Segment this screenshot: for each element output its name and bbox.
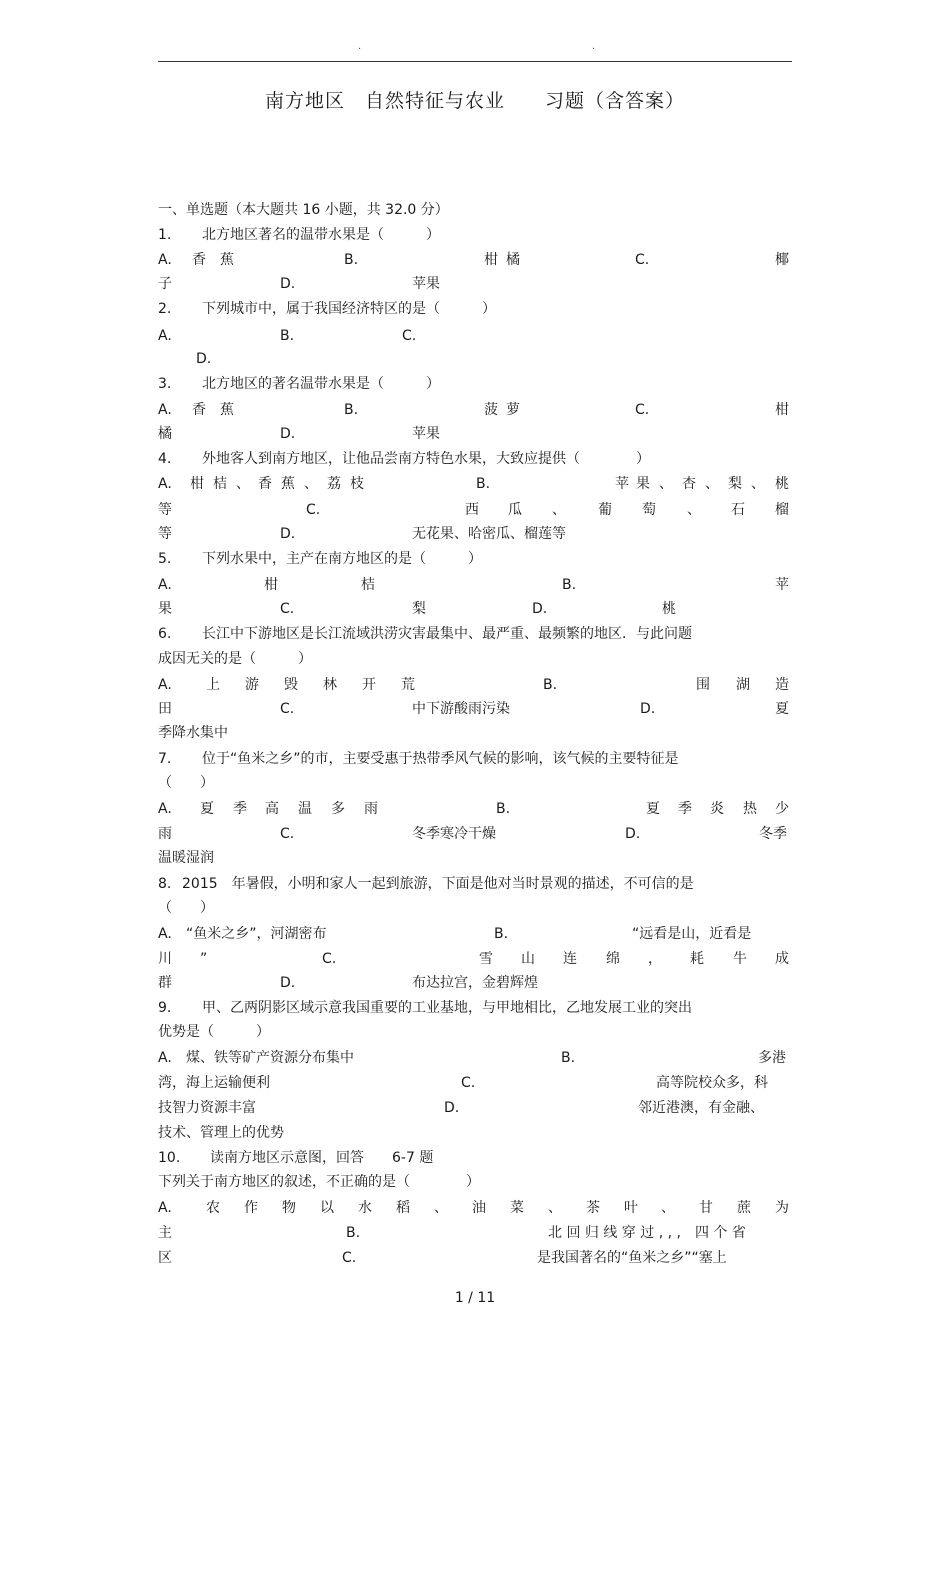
option-a-text: 桔 [361,577,375,593]
option-d-label: D. [196,351,212,367]
option-b-text: 少 [775,801,789,817]
option-a-text: 茶 [586,1200,600,1216]
option-b-text: 苹 [615,476,629,492]
question-10-options-cont2 [158,1248,792,1268]
option-b-text-cont: 果 [158,601,172,617]
option-a-label: A. [158,1200,172,1216]
question-4-options [158,474,792,494]
option-a-text: 水 [358,1200,372,1216]
option-a-text: 甘 [699,1200,713,1216]
question-2-options [158,326,792,346]
question-6-stem-cont: 成因无关的是（ ） [158,651,312,667]
option-b-text: 菠 [484,402,498,418]
option-a-text: 菜 [510,1200,524,1216]
option-c-label: C. [402,328,417,344]
option-a-text: “鱼米之乡”，河湖密布 [186,926,327,942]
option-a-text: 作 [244,1200,258,1216]
question-7-options-cont2: 温暖湿润 [158,850,214,866]
question-9-stem-cont: 优势是（ ） [158,1024,270,1040]
option-a-text: 为 [775,1200,789,1216]
question-6-stem [158,624,792,644]
option-b-text: 、 [659,476,673,492]
question-8-stem [158,874,792,894]
option-b-label: B. [476,476,491,492]
option-a-text: 荒 [401,677,415,693]
question-number: 8. [158,876,172,892]
option-d-label: D. [280,975,296,991]
question-8-options [158,924,792,944]
option-c-text: 耗 [690,951,704,967]
option-b-label: B. [494,926,509,942]
question-10-stem-cont: 下列关于南方地区的叙述，不正确的是（ ） [158,1174,480,1190]
option-d-label: D. [640,701,656,717]
question-4-options-cont2 [158,524,792,544]
option-a-text: 、 [434,1200,448,1216]
option-c-label: C. [280,826,295,842]
option-a-text: 煤、铁等矿产资源分布集中 [186,1050,354,1066]
option-c-text: 是我国著名的“鱼米之乡”“塞上 [537,1250,727,1266]
question-3-options-cont [158,424,792,444]
option-b-text-cont: 川 [158,951,172,967]
header-dot-left: . [358,41,362,52]
option-a-label: A. [158,801,172,817]
option-a-text: 季 [233,801,247,817]
option-c-label: C. [635,252,650,268]
question-number: 6. [158,626,172,642]
question-5-options-cont [158,599,792,619]
question-3-stem [158,374,792,394]
option-c-label: C. [280,701,295,717]
question-number: 9. [158,1000,172,1016]
question-6-options-cont [158,699,792,719]
question-4-options-cont [158,500,792,520]
option-c-text: ， [648,951,662,967]
question-number: 3. [158,376,172,392]
option-a-label: A. [158,476,172,492]
question-9-options [158,1048,792,1068]
question-6-options [158,675,792,695]
option-c-text: 梨 [412,601,426,617]
question-text: 位于“鱼米之乡”的市，主要受惠于热带季风气候的影响，该气候的主要特征是 [202,751,679,767]
option-a-text: 枝 [350,476,364,492]
option-b-label: B. [561,1050,576,1066]
option-b-label: B. [562,577,577,593]
option-b-label: B. [344,252,359,268]
option-c-label: C. [322,951,337,967]
question-text: 甲、乙两阴影区域示意我国重要的工业基地，与甲地相比，乙地发展工业的突出 [202,1000,692,1016]
option-c-text: 连 [563,951,577,967]
option-c-text-cont: 群 [158,975,172,991]
option-b-text: 、 [751,476,765,492]
question-1-options [158,250,792,270]
option-b-text: 热 [743,801,757,817]
option-b-text: 围 [696,677,710,693]
option-a-text: 柑 [264,577,278,593]
option-a-text: 、 [304,476,318,492]
question-9-options-cont3: 技术、管理上的优势 [158,1125,284,1141]
option-c-text: 石 [731,502,745,518]
option-a-text: 、 [661,1200,675,1216]
option-b-label: B. [344,402,359,418]
option-b-text: 夏 [646,801,660,817]
option-c-text-cont: 等 [158,526,172,542]
option-c-text: 冬季寒冷干燥 [412,826,496,842]
option-b-text-cont: 区 [158,1250,172,1266]
option-b-label: B. [496,801,511,817]
option-a-text: 夏 [200,801,214,817]
option-a-text: 上 [206,677,220,693]
question-number: 2. [158,301,172,317]
option-a-text: 柑 [190,476,204,492]
question-text: 外地客人到南方地区，让他品尝南方特色水果，大致应提供（ ） [202,451,650,467]
option-d-label: D. [280,426,296,442]
option-a-text: 蕉 [281,476,295,492]
option-c-text: 高等院校众多，科 [656,1075,768,1091]
option-b-text: 湖 [736,677,750,693]
option-b-text: 造 [775,677,789,693]
option-a-label: A. [158,328,172,344]
option-b-text: 、 [705,476,719,492]
option-b-text-cont: 田 [158,701,172,717]
section-heading: 一、单选题（本大题共 16 小题，共 32.0 分） [158,202,449,218]
option-a-text: 桔 [213,476,227,492]
option-b-text: 果 [636,476,650,492]
option-c-text-cont: 橘 [158,426,172,442]
option-c-text: 山 [521,951,535,967]
option-d-text: 苹果 [412,276,440,292]
option-a-label: A. [158,252,172,268]
question-9-options-cont [158,1073,792,1093]
question-text: 北方地区著名的温带水果是（ ） [202,227,440,243]
option-d-label: D. [280,526,296,542]
option-b-text: 萝 [506,402,520,418]
question-7-options-cont [158,824,792,844]
document-title: 南方地区 自然特征与农业 习题（含答案） [264,90,685,112]
question-7-stem-cont: （ ） [158,775,214,791]
option-b-text: “远看是山，近看是 [632,926,752,942]
option-d-text: 布达拉宫，金碧辉煌 [412,975,538,991]
option-a-text: 雨 [364,801,378,817]
option-b-text: 季 [678,801,692,817]
question-8-stem-cont: （ ） [158,900,214,916]
option-a-text: 温 [298,801,312,817]
option-a-text: 林 [323,677,337,693]
option-b-text: 桃 [775,476,789,492]
option-d-label: D. [444,1100,460,1116]
question-text: 下列城市中，属于我国经济特区的是（ ） [202,301,496,317]
option-c-text: 牛 [733,951,747,967]
question-2-options-cont [158,349,792,369]
option-a-text: 游 [245,677,259,693]
option-a-text: 开 [362,677,376,693]
question-text: 下列水果中，主产在南方地区的是（ ） [202,551,482,567]
question-2-stem [158,299,792,319]
option-d-text: 苹果 [412,426,440,442]
option-b-text-cont: 雨 [158,826,172,842]
page-number: 1 / 11 [454,1290,496,1306]
option-c-text: 、 [687,502,701,518]
question-7-stem [158,749,792,769]
option-c-label: C. [635,402,650,418]
option-a-text: 荔 [327,476,341,492]
option-c-text: 柑 [775,402,789,418]
header-dot-right: . [592,41,596,52]
question-9-stem [158,998,792,1018]
option-d-text: 桃 [662,601,676,617]
option-a-label: A. [158,402,172,418]
question-3-options [158,400,792,420]
question-text: 读南方地区示意图，回答 6-7 题 [210,1150,434,1166]
option-b-text: 橘 [506,252,520,268]
option-c-text: 椰 [775,252,789,268]
option-c-label: C. [342,1250,357,1266]
option-a-text-cont: 主 [158,1225,172,1241]
option-b-text-cont: 湾，海上运输便利 [158,1075,270,1091]
option-c-text: 成 [775,951,789,967]
option-c-text-cont: 技智力资源丰富 [158,1100,256,1116]
option-b-text-cont: ” [200,951,208,967]
option-d-label: D. [280,276,296,292]
option-a-text: 香 [192,402,206,418]
option-a-text: 、 [236,476,250,492]
option-a-text: 以 [320,1200,334,1216]
option-c-text: 瓜 [508,502,522,518]
option-c-label: C. [306,502,321,518]
question-text: 2015 年暑假，小明和家人一起到旅游，下面是他对当时景观的描述，不可信的是 [182,876,694,892]
option-b-text-cont: 等 [158,502,172,518]
option-d-label: D. [532,601,548,617]
option-a-text: 农 [206,1200,220,1216]
option-b-text: 炎 [710,801,724,817]
option-c-text: 西 [465,502,479,518]
option-a-text: 多 [331,801,345,817]
option-a-text: 香 [258,476,272,492]
option-d-text: 无花果、哈密瓜、榴莲等 [412,526,566,542]
question-1-options-cont [158,274,792,294]
option-a-text: 稻 [396,1200,410,1216]
option-a-text: 蕉 [220,252,234,268]
question-10-options [158,1198,792,1218]
option-a-text: 、 [548,1200,562,1216]
option-b-label: B. [280,328,295,344]
question-text: 长江中下游地区是长江流域洪涝灾害最集中、最严重、最频繁的地区．与此问题 [202,626,692,642]
option-b-text: 杏 [682,476,696,492]
option-d-text: 邻近港澳，有金融、 [638,1100,764,1116]
option-c-text: 葡 [598,502,612,518]
option-a-text: 油 [472,1200,486,1216]
option-c-text: 绵 [606,951,620,967]
question-4-stem [158,449,792,469]
question-number: 10. [158,1150,181,1166]
question-number: 5. [158,551,172,567]
option-c-text: 中下游酸雨污染 [412,701,510,717]
option-c-text: 萄 [642,502,656,518]
option-c-text: 、 [552,502,566,518]
option-a-text: 高 [265,801,279,817]
option-a-text: 物 [282,1200,296,1216]
option-a-text: 蔗 [737,1200,751,1216]
question-5-options [158,575,792,595]
question-8-options-cont2 [158,973,792,993]
question-1-stem [158,225,792,245]
option-b-text: 苹 [775,577,789,593]
question-number: 1. [158,227,172,243]
option-b-label: B. [543,677,558,693]
header-rule [158,61,792,62]
question-10-stem [158,1148,792,1168]
option-c-label: C. [461,1075,476,1091]
option-a-label: A. [158,1050,172,1066]
option-b-label: B. [346,1225,361,1241]
option-b-text: 多港 [758,1050,786,1066]
option-d-text: 夏 [775,701,789,717]
option-c-text: 榴 [775,502,789,518]
option-c-text-cont: 子 [158,276,172,292]
question-5-stem [158,549,792,569]
option-b-text: 梨 [728,476,742,492]
option-a-label: A. [158,677,172,693]
option-a-text: 香 [192,252,206,268]
option-a-text: 蕉 [220,402,234,418]
option-a-label: A. [158,926,172,942]
question-text: 北方地区的著名温带水果是（ ） [202,376,440,392]
option-a-label: A. [158,577,172,593]
option-d-text: 冬季 [759,826,787,842]
option-a-text: 叶 [624,1200,638,1216]
option-c-text: 雪 [479,951,493,967]
option-a-text: 毁 [284,677,298,693]
question-6-options-cont2: 季降水集中 [158,725,228,741]
question-7-options [158,799,792,819]
question-number: 7. [158,751,172,767]
option-c-label: C. [280,601,295,617]
option-b-text: 北 回 归 线 穿 过 , , , 四 个 省 [548,1225,746,1241]
option-b-text: 柑 [484,252,498,268]
question-9-options-cont2 [158,1098,792,1118]
question-8-options-cont [158,949,792,969]
question-10-options-cont [158,1223,792,1243]
option-d-label: D. [625,826,641,842]
question-number: 4. [158,451,172,467]
